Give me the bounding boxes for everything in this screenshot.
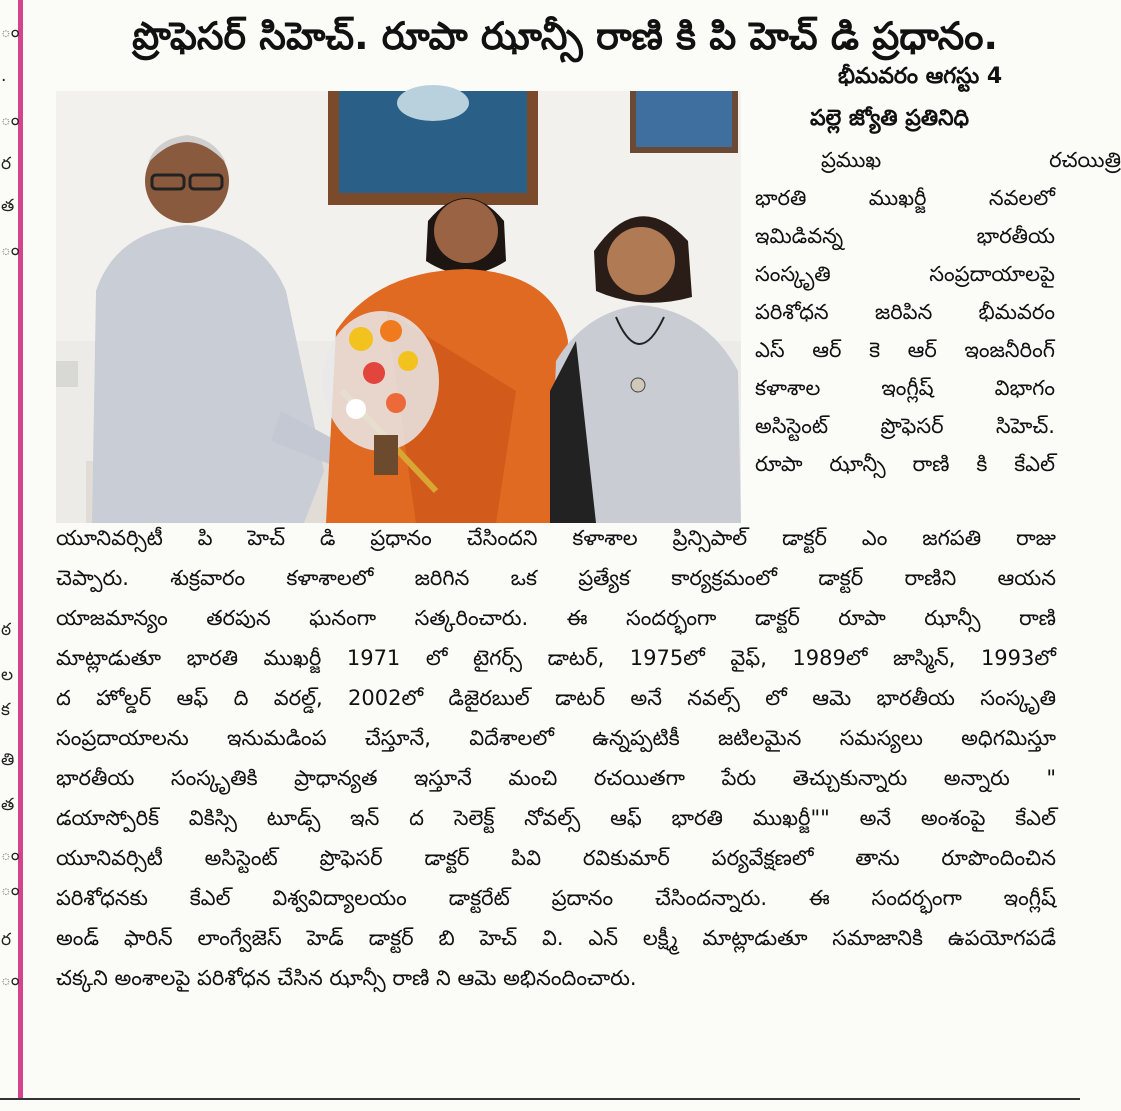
fragment-glyph: ం	[1, 22, 20, 42]
fragment-glyph: ర	[1, 930, 12, 950]
fragment-glyph: క	[1, 700, 10, 720]
column-line: ప్రముఖ రచయిత్రి	[821, 148, 1121, 172]
body-line: యాజమాన్యం తరపున ఘనంగా సత్కరించారు. ఈ సందర్భంగా డాక్టర్ రూపా ఝాన్సీ రాణి	[56, 606, 1056, 630]
fragment-glyph: .	[1, 66, 7, 86]
headline: ప్రొఫెసర్ సిహెచ్. రూపా ఝాన్సీ రాణి కి పి హెచ్ డి ప్రధానం.	[132, 14, 998, 58]
fragment-glyph: ం	[1, 880, 20, 900]
fragment-glyph: తి	[1, 750, 15, 770]
column-line: సంస్కృతి సంప్రదాయాలపై	[755, 262, 1055, 286]
column-line: అసిస్టెంట్ ప్రొఫెసర్ సిహెచ్.	[755, 414, 1055, 438]
fragment-glyph: ం	[1, 845, 20, 865]
photo-illustration	[56, 91, 741, 523]
fragment-glyph: త	[1, 795, 15, 815]
reporter-credit: పల్లె జ్యోతి ప్రతినిధి	[810, 106, 970, 131]
fragment-glyph: త	[1, 196, 15, 216]
fragment-glyph: ల	[1, 665, 14, 685]
column-line: కళాశాల ఇంగ్లీష్ విభాగం	[755, 376, 1055, 400]
body-line: చక్కని అంశాలపై పరిశోధన చేసిన ఝాన్సీ రాణి ని ఆమె అభినందించారు.	[56, 966, 637, 990]
fragment-glyph: ం	[1, 970, 20, 990]
bottom-rule	[0, 1098, 1080, 1100]
body-line: డయాస్పోరిక్ వికిస్సి టూడ్స్ ఇన్ ద సెలెక్ట్ నోవల్స్ ఆఫ్ భారతి ముఖర్జీ"" అనే అంశంపై కేఎల్	[56, 806, 1056, 830]
body-line: అండ్ ఫారిన్ లాంగ్వేజెస్ హెడ్ డాక్టర్ బి హెచ్ వి. ఎన్ లక్ష్మీ మాట్లాడుతూ సమాజానికి ఉపయోగపడే	[56, 926, 1056, 950]
body-line: భారతీయ సంస్కృతికి ప్రాధాన్యత ఇస్తూనే మంచి రచయితగా పేరు తెచ్చుకున్నారు అన్నారు "	[56, 766, 1056, 790]
body-line: చెప్పారు. శుక్రవారం కళాశాలలో జరిగిన ఒక ప్రత్యేక కార్యక్రమంలో డాక్టర్ రాణిని ఆయన	[56, 566, 1056, 590]
body-line: మాట్లాడుతూ భారతి ముఖర్జీ 1971 లో టైగర్స్ డాటర్, 1975లో వైఫ్, 1989లో జాస్మిన్, 1993లో	[56, 646, 1056, 670]
fragment-glyph: ం	[1, 110, 20, 130]
body-line: ద హోల్డర్ ఆఫ్ ది వరల్డ్, 2002లో డిజైరబుల్ డాటర్ అనే నవల్స్ లో ఆమె భారతీయ సంస్కృతి	[56, 686, 1056, 710]
body-line: పరిశోధనకు కేఎల్ విశ్వవిద్యాలయం డాక్టరేట్ ప్రదానం చేసిందన్నారు. ఈ సందర్భంగా ఇంగ్లీష్	[56, 886, 1056, 910]
body-line: యూనివర్సిటీ పి హెచ్ డి ప్రధానం చేసిందని కళాశాల ప్రిన్సిపాల్ డాక్టర్ ఎం జగపతి రాజు	[56, 526, 1056, 550]
fragment-glyph: ర	[1, 154, 12, 174]
column-line: భారతి ముఖర్జీ నవలలో	[755, 186, 1055, 210]
column-line: పరిశోధన జరిపిన భీమవరం	[755, 300, 1055, 324]
column-line: రూపా ఝాన్సీ రాణి కి కేఎల్	[755, 452, 1055, 476]
news-photo	[56, 91, 741, 523]
body-line: సంప్రదాయాలను ఇనుమడింప చేస్తూనే, విదేశాలలో ఉన్నప్పటికీ జటిలమైన సమస్యలు అధిగమిస్తూ	[56, 726, 1056, 750]
column-line: ఇమిడివన్న భారతీయ	[755, 224, 1055, 248]
adjacent-column-fragment	[0, 0, 20, 1000]
dateline: భీమవరం ఆగస్టు 4	[838, 64, 1003, 89]
column-line: ఎస్ ఆర్ కె ఆర్ ఇంజనీరింగ్	[755, 338, 1055, 362]
body-line: యూనివర్సిటీ అసిస్టెంట్ ప్రొఫెసర్ డాక్టర్ పివి రవికుమార్ పర్యవేక్షణలో తాను రూపొందించిన	[56, 846, 1056, 870]
fragment-glyph: ఠ	[1, 620, 12, 640]
page-border-rule	[18, 0, 23, 1098]
fragment-glyph: ం	[1, 240, 20, 260]
